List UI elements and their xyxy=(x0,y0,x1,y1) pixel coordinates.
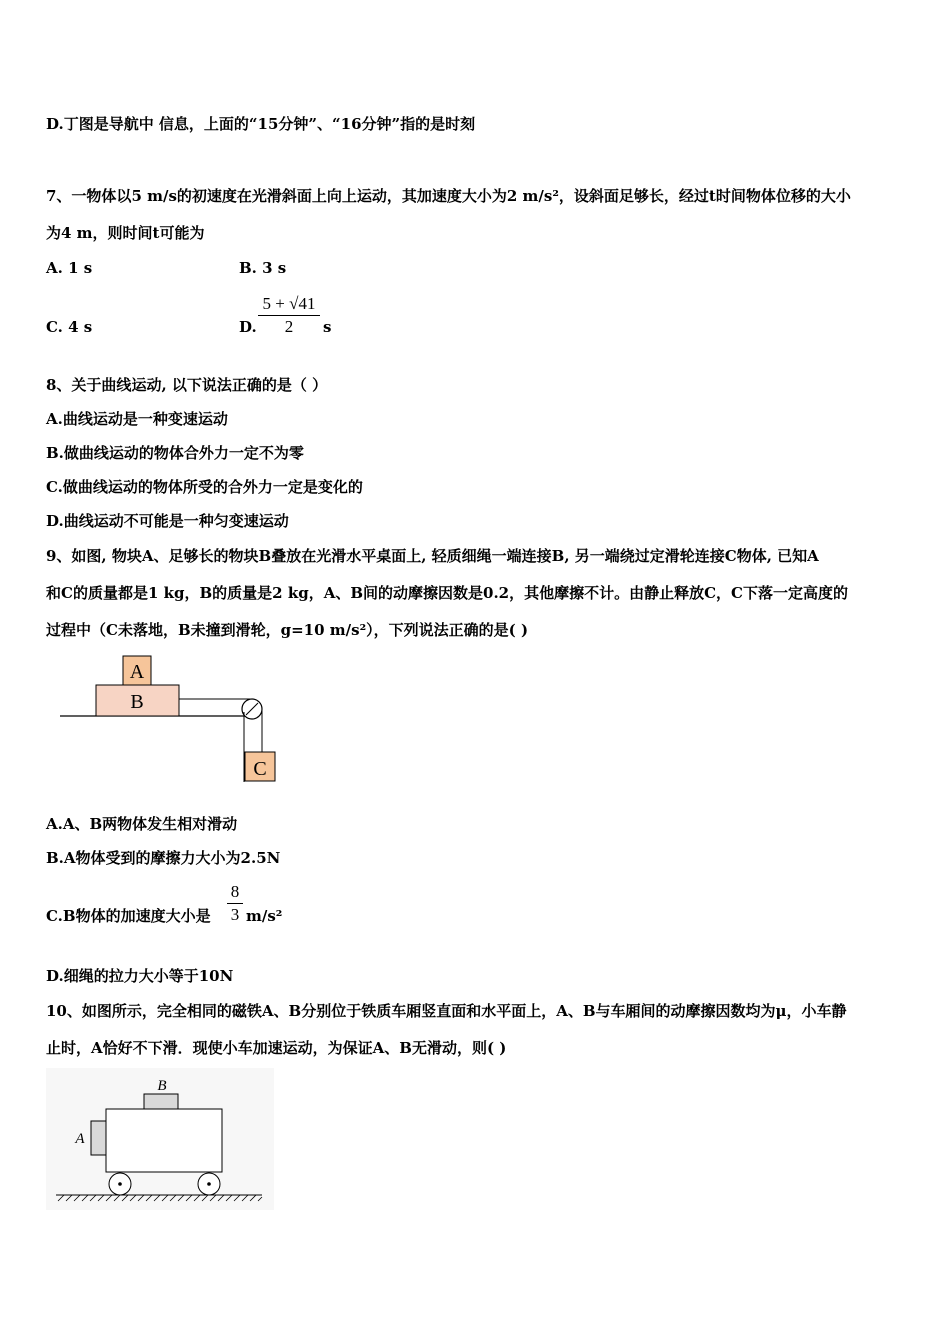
magnet-b-label: B xyxy=(157,1078,167,1094)
q7-option-c: C. 4 s xyxy=(46,318,93,336)
magnet-a-label: A xyxy=(75,1131,85,1147)
block-b-label: B xyxy=(130,691,144,713)
q9-option-d: D.细绳的拉力大小等于10N xyxy=(46,967,234,985)
q7-option-d-prefix: D. xyxy=(239,318,257,336)
q7-option-b: B. 3 s xyxy=(239,259,287,277)
q10-stem-line2: 止时，A恰好不下滑．现使小车加速运动，为保证A、B无滑动，则( ) xyxy=(46,1039,507,1057)
block-c-label: C xyxy=(253,758,267,780)
q7-option-d-denominator: 2 xyxy=(284,317,294,336)
q9-option-c-unit: m/s² xyxy=(246,907,283,925)
q9-stem-line1: 9、如图, 物块A、足够长的物块B叠放在光滑水平桌面上, 轻质细绳一端连接B, 另一端绕过定滑轮连接C物体, 已知A xyxy=(46,547,819,565)
q9-option-c-fraction xyxy=(227,882,243,925)
magnet-b xyxy=(144,1094,178,1109)
q9-option-c-prefix: C.B物体的加速度大小是 xyxy=(46,907,211,925)
q7-option-a: A. 1 s xyxy=(46,259,93,277)
q7-stem-line1: 7、一物体以5 m/s的初速度在光滑斜面上向上运动，其加速度大小为2 m/s²，设斜面足够长，经过t时间物体位移的大小 xyxy=(46,187,851,205)
q8-option-a: A.曲线运动是一种变速运动 xyxy=(46,410,228,428)
q9-stem-line3: 过程中（C未落地，B未撞到滑轮，g=10 m/s²），下列说法正确的是( ) xyxy=(46,621,529,639)
fraction-bar xyxy=(258,315,320,316)
q10-cart-figure xyxy=(46,1068,274,1210)
q8-option-b: B.做曲线运动的物体合外力一定不为零 xyxy=(46,444,304,462)
q9-stem-line2: 和C的质量都是1 kg，B的质量是2 kg，A、B间的动摩擦因数是0.2，其他摩擦不计。由静止释放C，C下落一定高度的 xyxy=(46,584,848,602)
q6-option-d: D.丁图是导航中 信息，上面的“15分钟”、“16分钟”指的是时刻 xyxy=(46,115,476,133)
q7-option-d-fraction xyxy=(258,294,320,337)
q8-stem: 8、关于曲线运动, 以下说法正确的是（ ） xyxy=(46,376,328,394)
wheel-left-axle xyxy=(118,1182,122,1186)
wheel-right-axle xyxy=(207,1182,211,1186)
q9-option-c-numerator: 8 xyxy=(230,882,240,901)
cart-body xyxy=(106,1109,222,1172)
block-a-label: A xyxy=(129,661,145,683)
q9-option-a: A.A、B两物体发生相对滑动 xyxy=(46,815,238,833)
q9-option-c-denominator: 3 xyxy=(230,905,240,924)
q7-stem-line2: 为4 m，则时间t可能为 xyxy=(46,224,205,242)
q8-option-c: C.做曲线运动的物体所受的合外力一定是变化的 xyxy=(46,478,363,496)
q9-pulley-figure xyxy=(56,652,286,787)
q8-option-d: D.曲线运动不可能是一种匀变速运动 xyxy=(46,512,289,530)
q9-option-b: B.A物体受到的摩擦力大小为2.5N xyxy=(46,849,281,867)
magnet-a xyxy=(91,1121,106,1155)
fraction-bar xyxy=(227,903,243,904)
q7-option-d-unit: s xyxy=(323,318,332,336)
q7-option-d-numerator: 5 + √41 xyxy=(262,294,316,313)
q10-stem-line1: 10、如图所示，完全相同的磁铁A、B分别位于铁质车厢竖直面和水平面上，A、B与车厢间的动摩擦因数均为μ，小车静 xyxy=(46,1002,847,1020)
